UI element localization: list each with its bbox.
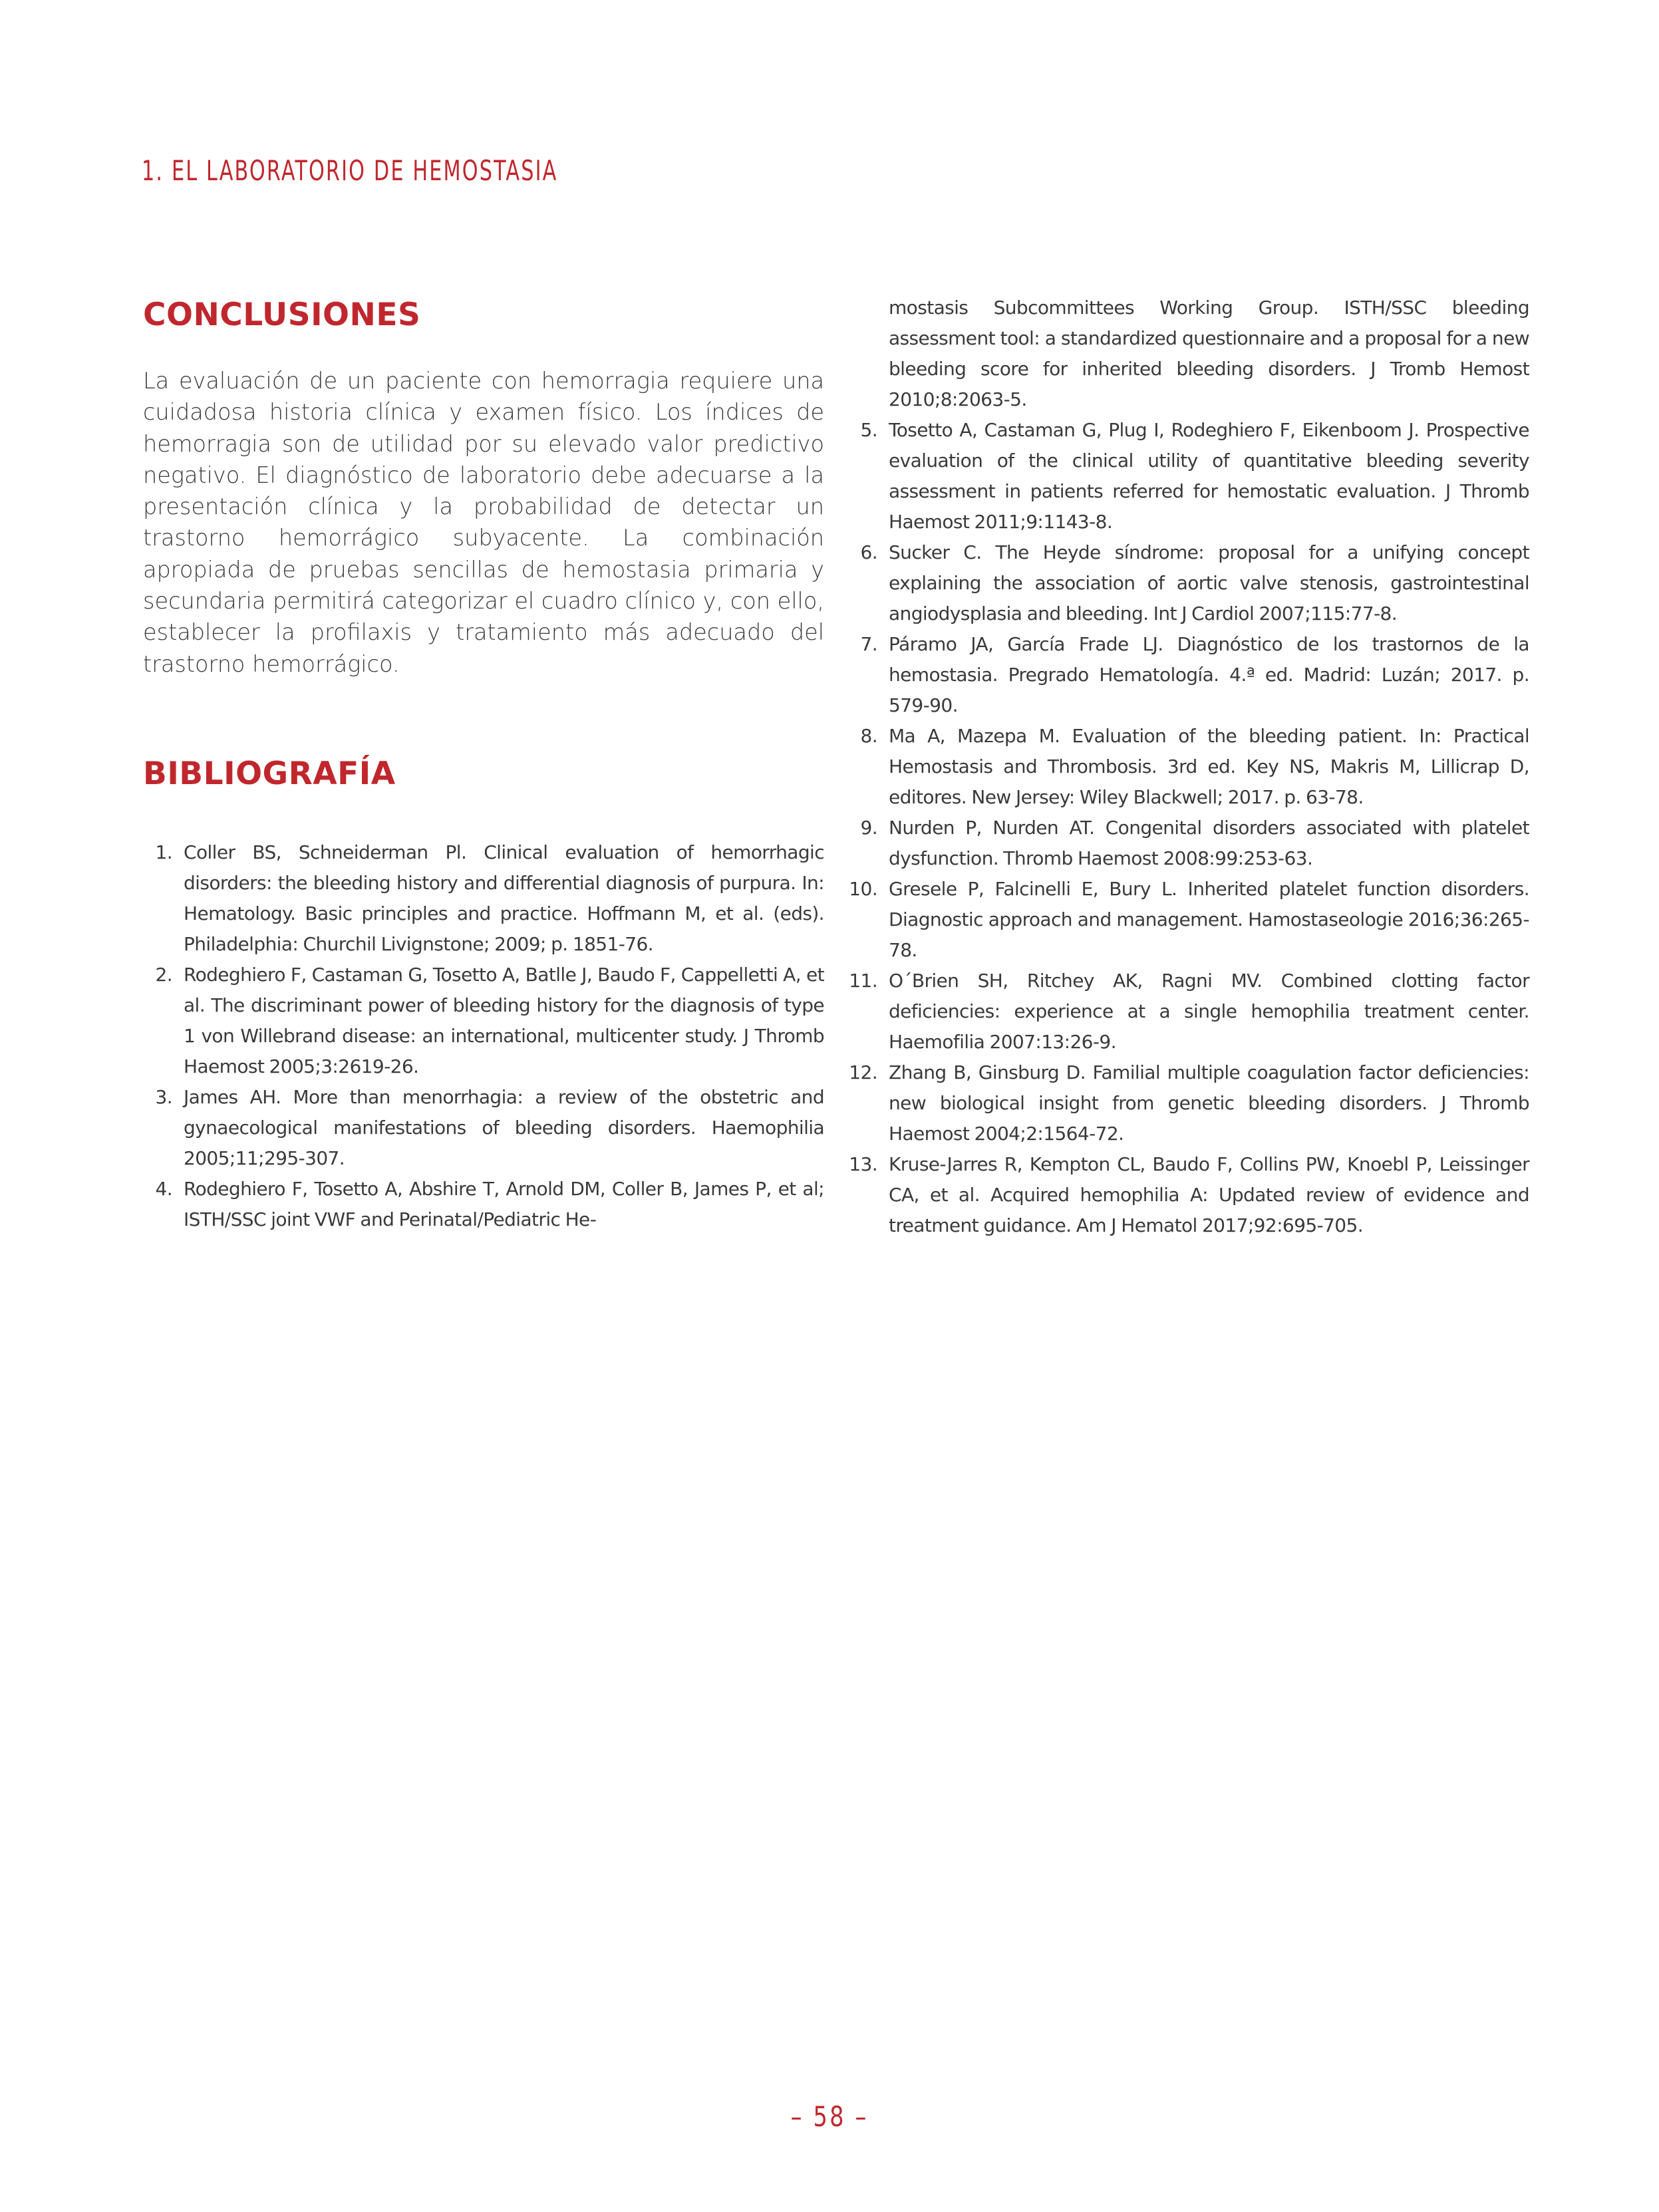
- reference-list-right: [848, 415, 1529, 1241]
- reference-number: 4.: [155, 1177, 172, 1200]
- conclusions-paragraph: La evaluación de un paciente con hemorragia requiere una cuidadosa historia clínica y examen físico. Los índices de hemorragia son de utilidad por su elevado valor predictivo negativo. El diagnóstico de laboratorio debe adecuarse a la presentación clínica y la probabilidad de detectar un trastorno hemorrágico subyacente. La combinación apropiada de pruebas sencillas de hemostasia primaria y secundaria permitirá categorizar el cuadro clínico y, con ello, establecer la profilaxis y tratamiento más adecuado del trastorno hemorrágico.: [143, 368, 824, 677]
- reference-item: [143, 837, 824, 960]
- reference-continuation: mostasis Subcommittees Working Group. ISTH/SSC bleeding assessment tool: a standardized questionnaire and a proposal for a new bleeding score for inherited bleeding disorders. J Tromb Hemost 2010;8:2063-5.: [889, 297, 1529, 410]
- reference-number: 8.: [860, 725, 877, 747]
- reference-text: Sucker C. The Heyde síndrome: proposal for a unifying concept explaining the association of aortic valve stenosis, gastrointestinal angiodysplasia and bleeding. Int J Cardiol 2007;115:77-8.: [889, 541, 1529, 624]
- reference-number: 6.: [860, 541, 877, 563]
- reference-text: James AH. More than menorrhagia: a review of the obstetric and gynaecological manifestations of bleeding disorders. Haemophilia 2005;11;295-307.: [184, 1085, 824, 1169]
- reference-item: [848, 721, 1529, 813]
- reference-number: 10.: [849, 878, 877, 900]
- reference-item: [848, 966, 1529, 1057]
- reference-text: Gresele P, Falcinelli E, Bury L. Inherited platelet function disorders. Diagnostic approach and management. Hamostaseologie 2016;36:265-78.: [889, 878, 1529, 961]
- reference-number: 5.: [860, 419, 877, 441]
- reference-item: [848, 537, 1529, 629]
- page-number: [0, 2100, 1659, 2133]
- reference-number: 2.: [155, 963, 172, 986]
- reference-text: Kruse-Jarres R, Kempton CL, Baudo F, Collins PW, Knoebl P, Leissinger CA, et al. Acquired hemophilia A: Updated review of evidence and treatment guidance. Am J Hematol 2017;92:695-705.: [889, 1153, 1529, 1236]
- reference-text: Zhang B, Ginsburg D. Familial multiple coagulation factor deficiencies: new biological insight from genetic bleeding disorders. J Thromb Haemost 2004;2:1564-72.: [889, 1061, 1529, 1145]
- reference-text: Rodeghiero F, Castaman G, Tosetto A, Batlle J, Baudo F, Cappelletti A, et al. The discriminant power of bleeding history for the diagnosis of type 1 von Willebrand disease: an international, multicenter study. J Thromb Haemost 2005;3:2619-26.: [184, 963, 824, 1077]
- reference-text: Tosetto A, Castaman G, Plug I, Rodeghiero F, Eikenboom J. Prospective evaluation of the clinical utility of quantitative bleeding severity assessment in patients referred for hemostatic evaluation. J Thromb Haemost 2011;9:1143-8.: [889, 419, 1529, 533]
- reference-text: Páramo JA, García Frade LJ. Diagnóstico de los trastornos de la hemostasia. Pregrado Hematología. 4.ª ed. Madrid: Luzán; 2017. p. 579-90.: [889, 633, 1529, 716]
- reference-number: 7.: [860, 633, 877, 655]
- reference-item: [848, 415, 1529, 537]
- reference-item: [848, 874, 1529, 966]
- conclusions-heading: CONCLUSIONES: [143, 297, 421, 333]
- right-column: [848, 293, 1529, 1241]
- reference-item: [848, 1149, 1529, 1241]
- reference-item: [143, 960, 824, 1082]
- reference-number: 12.: [849, 1061, 877, 1083]
- reference-item: [143, 1174, 824, 1235]
- reference-text: Ma A, Mazepa M. Evaluation of the bleeding patient. In: Practical Hemostasis and Thrombosis. 3rd ed. Key NS, Makris M, Lillicrap D, editores. New Jersey: Wiley Blackwell; 2017. p. 63-78.: [889, 725, 1529, 808]
- left-column: [143, 293, 824, 1235]
- running-header: 1. EL LABORATORIO DE HEMOSTASIA: [142, 154, 558, 187]
- reference-text: Rodeghiero F, Tosetto A, Abshire T, Arnold DM, Coller B, James P, et al; ISTH/SSC joint VWF and Perinatal/Pediatric He-: [184, 1177, 824, 1230]
- reference-item: [143, 1082, 824, 1174]
- reference-number: 9.: [860, 817, 877, 839]
- reference-number: 11.: [849, 970, 877, 992]
- reference-item: [848, 629, 1529, 721]
- reference-text: Nurden P, Nurden AT. Congenital disorders associated with platelet dysfunction. Thromb Haemost 2008:99:253-63.: [889, 817, 1529, 869]
- reference-number: 3.: [155, 1085, 172, 1108]
- reference-text: O´Brien SH, Ritchey AK, Ragni MV. Combined clotting factor deficiencies: experience at a single hemophilia treatment center. Haemofilia 2007:13:26-9.: [889, 970, 1529, 1053]
- reference-text: Coller BS, Schneiderman Pl. Clinical evaluation of hemorrhagic disorders: the bleeding history and differential diagnosis of purpura. In: Hematology. Basic principles and practice. Hoffmann M, et al. (eds). Philadelphia: Churchil Livignstone; 2009; p. 1851-76.: [184, 841, 824, 955]
- reference-number: 1.: [155, 841, 172, 863]
- reference-list-left: [143, 837, 824, 1235]
- bibliography-heading: BIBLIOGRAFÍA: [143, 755, 396, 792]
- page-number-text: – 58 –: [790, 2100, 869, 2133]
- reference-item: [848, 1057, 1529, 1149]
- reference-number: 13.: [849, 1153, 877, 1175]
- reference-item: [848, 813, 1529, 874]
